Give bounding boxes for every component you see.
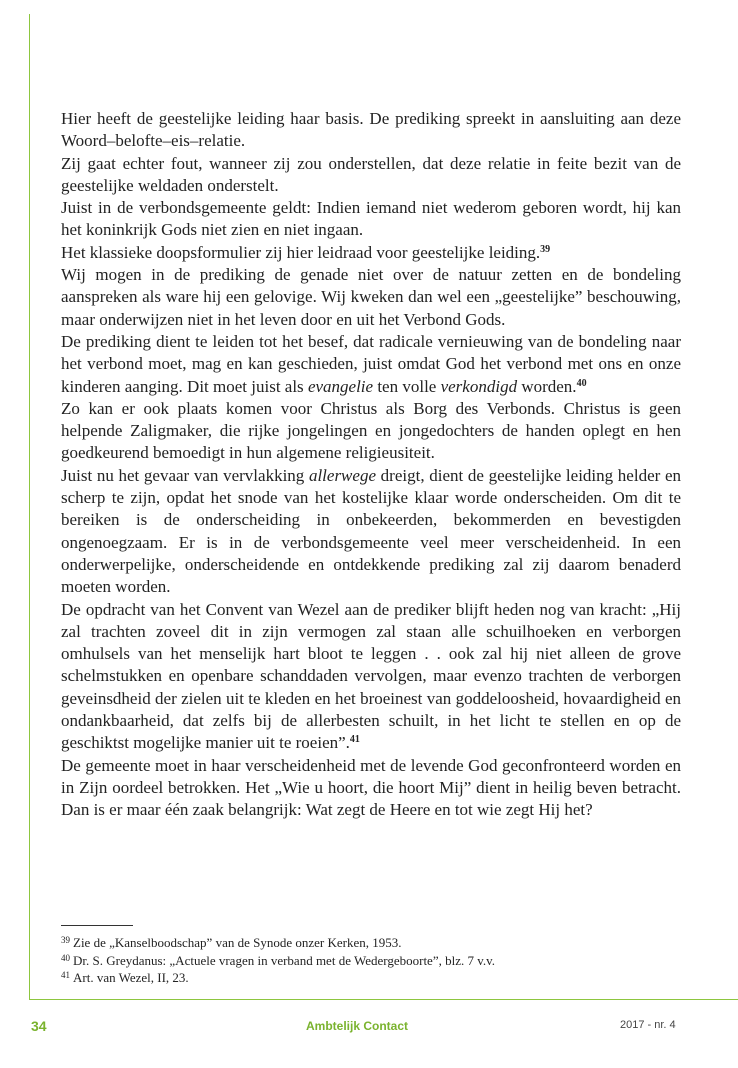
paragraph-10: De gemeente moet in haar verscheidenheid met de levende God geconfronteerd worden en in Zijn oordeel betrokken. Het „Wie u hoort, die hoort Mij” dient in heilig beven betracht. Dan is er maar één zaak belangrijk: Wat zegt de Heere en tot wie zegt Hij het? [61, 755, 681, 820]
magazine-title: Ambtelijk Contact [306, 1019, 409, 1033]
issue-label: 2017 - nr. 4 [620, 1019, 676, 1031]
footnote-39: $^{39}$ Zie de „Kanselboodschap” van de Synode onzer Kerken, 1953. [61, 935, 402, 950]
paragraph-4: Het klassieke doopsformulier zij hier leidraad voor geestelijke leiding.$^{39}$ [61, 242, 551, 262]
paragraph-9: De opdracht van het Convent van Wezel aan de prediker blijft heden nog van kracht: „Hij zal trachten zoveel dit in zijn vermogen zal staan alle schuilhoeken en verborgen omhulsels van het menselijk hart bloot te leggen . . ook zal hij niet alleen de grove schelmstukken en openbare schanddaden vervolgen, maar evenzo trachten de verborgen geveinsdheid der zielen uit te kleden en het broeinest van goddeloosheid, hovaardigheid en ondankbaarheid, dat zelfs bij de allerbesten schuilt, in het licht te stellen en op de geschiktst mogelijke manier uit te roeien”.$^{41}$ [61, 599, 681, 753]
paragraph-3: Juist in de verbondsgemeente geldt: Indien iemand niet wederom geboren wordt, hij kan het koninkrijk Gods niet zien en niet ingaan. [61, 198, 681, 240]
page-number: 34 [31, 1018, 47, 1034]
footnote-ref-39[interactable]: 39 [540, 243, 551, 255]
paragraph-8: Juist nu het gevaar van vervlakking allerwege dreigt, dient de geestelijke leiding helder en scherp te zijn, opdat het snode van het kostelijke klaar worde onderscheiden. Om dit te bereiken is de onderscheiding in onbekeerden, bekommerden en bevestigden ongenoegzaam. Er is in de verbondsgemeente veel meer verscheidenheid. In een onderwerpelijke, onderscheidende en ontdekkende prediking zal zij daarom benaderd moeten worden. [61, 465, 681, 597]
page-frame-left-rule [29, 14, 30, 1000]
footnote-41: $^{41}$ Art. van Wezel, II, 23. [61, 970, 189, 985]
article-body [61, 108, 681, 822]
page-frame-bottom-rule [29, 999, 738, 1000]
paragraph-6: De prediking dient te leiden tot het besef, dat radicale vernieuwing van de bondeling naar het verbond moet, mag en kan geschieden, juist omdat God het verbond met ons en onze kinderen aanging. Dit moet juist als evangelie ten volle verkondigd worden.$^{40}$ [61, 331, 681, 396]
paragraph-7: Zo kan er ook plaats komen voor Christus als Borg des Verbonds. Christus is geen helpende Zaligmaker, die rijke jongelingen en jongedochters de handen oplegt en hen goedkeurend bemoedigt in hun algemene religieusiteit. [61, 398, 681, 463]
page-footer [0, 1018, 738, 1038]
footnote-separator [61, 925, 133, 926]
footnotes [61, 934, 681, 987]
footnote-ref-41[interactable]: 41 [349, 734, 360, 746]
paragraph-1: Hier heeft de geestelijke leiding haar basis. De prediking spreekt in aansluiting aan deze Woord–belofte–eis–relatie. [61, 109, 681, 151]
paragraph-5: Wij mogen in de prediking de genade niet over de natuur zetten en de bondeling aanspreken als ware hij een gelovige. Wij kweken dan wel een „geestelijke” beschouwing, maar onderwijzen niet in het leven door en uit het Verbond Gods. [61, 265, 681, 329]
paragraph-2: Zij gaat echter fout, wanneer zij zou onderstellen, dat deze relatie in feite bezit van de geestelijke weldaden onderstelt. [61, 153, 681, 195]
footnote-ref-40[interactable]: 40 [576, 377, 587, 389]
footnote-40: $^{40}$ Dr. S. Greydanus: „Actuele vragen in verband met de Wedergeboorte”, blz. 7 v.v. [61, 952, 496, 968]
